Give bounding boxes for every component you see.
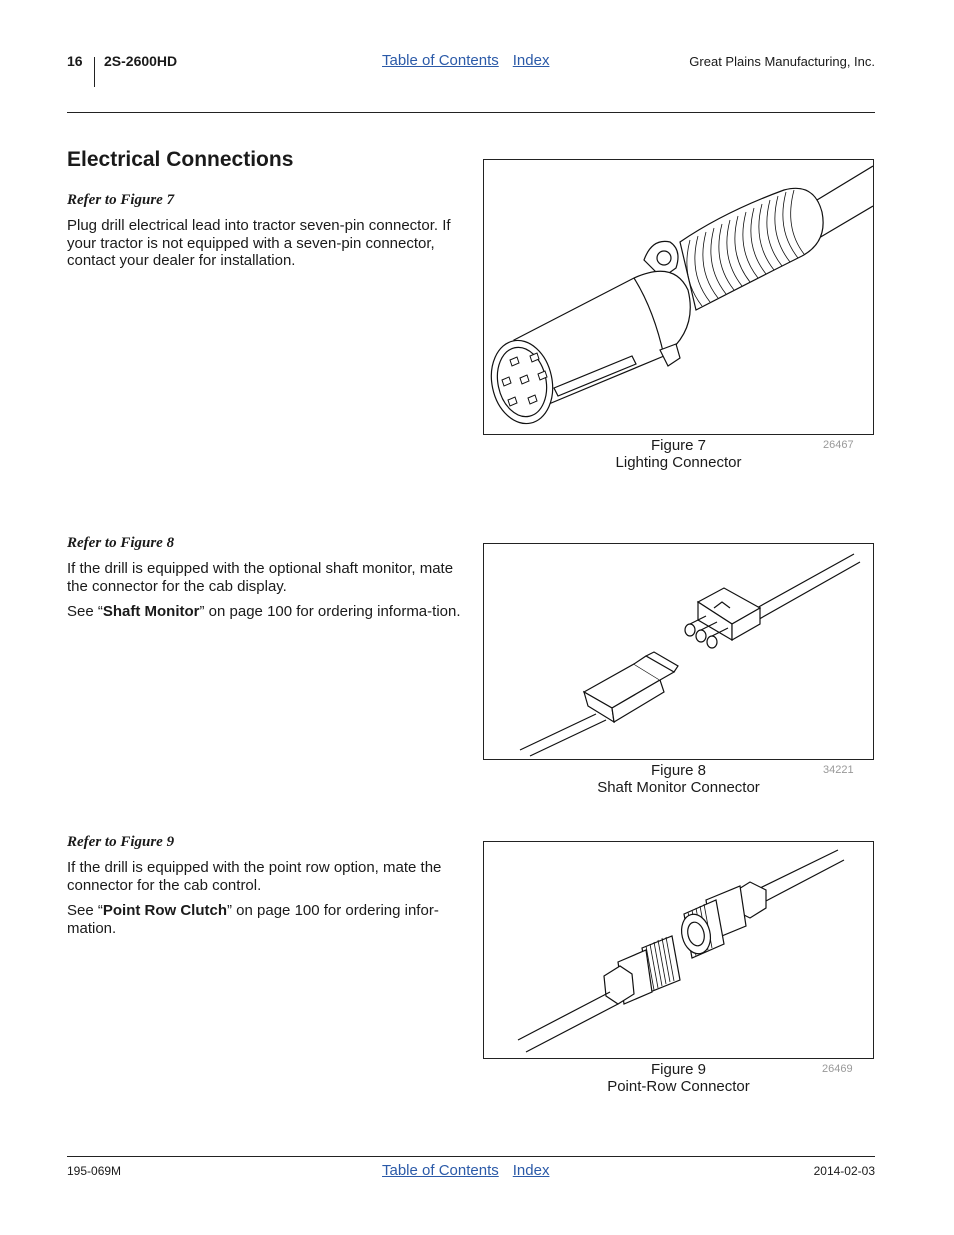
toc-link[interactable]: Table of Contents (382, 1162, 499, 1179)
index-link[interactable]: Index (512, 52, 550, 69)
see-topic: Point Row Clutch (102, 902, 228, 919)
see-reference (67, 603, 462, 621)
figure-7-id: 26467 (823, 439, 854, 451)
refer-figure-9: Refer to Figure 9 (67, 834, 175, 850)
shaft-monitor-connector-illustration (484, 544, 873, 759)
header-nav (382, 52, 549, 70)
refer-figure-7: Refer to Figure 7 (67, 192, 175, 208)
see-suffix: ” on page 100 for ordering informa-tion. (199, 603, 461, 620)
footer-nav (382, 1162, 549, 1180)
text-block-figure-7 (67, 191, 462, 278)
text-block-figure-9 (67, 833, 462, 945)
footer-rule (67, 1156, 875, 1157)
paragraph: If the drill is equipped with the point row option, mate the connector for the cab control. (67, 859, 442, 894)
refer-figure-8: Refer to Figure 8 (67, 535, 175, 551)
figure-7-title: Lighting Connector (615, 454, 742, 471)
document-date: 2014-02-03 (813, 1164, 875, 1178)
figure-7-caption (483, 437, 874, 471)
model-name: 2S-2600HD (104, 53, 178, 69)
see-suffix: ” on page 100 for ordering infor-mation. (67, 902, 439, 937)
company-name: Great Plains Manufacturing, Inc. (689, 54, 875, 69)
see-prefix: See “ (67, 902, 103, 919)
see-prefix: See “ (67, 603, 103, 620)
paragraph: If the drill is equipped with the optional shaft monitor, mate the connector for the cab display. (67, 560, 454, 595)
toc-link[interactable]: Table of Contents (382, 52, 499, 69)
see-topic: Shaft Monitor (102, 603, 200, 620)
figure-8-caption (483, 762, 874, 796)
figure-9-caption (483, 1061, 874, 1095)
figure-8-frame (483, 543, 874, 760)
figure-9-title: Point-Row Connector (607, 1078, 750, 1095)
seven-pin-connector-illustration (484, 160, 873, 434)
figure-9-frame (483, 841, 874, 1059)
header-rule (67, 112, 875, 113)
point-row-connector-illustration (484, 842, 873, 1058)
figure-9-label: Figure 9 (650, 1061, 707, 1078)
figure-8-label: Figure 8 (650, 762, 707, 779)
figure-9-id: 26469 (822, 1063, 853, 1075)
page-number: 16 (67, 53, 83, 69)
figure-8-title: Shaft Monitor Connector (597, 779, 760, 796)
paragraph: Plug drill electrical lead into tractor seven-pin connector. If your tractor is not equipped with a seven-pin connector, contact your dealer for installation. (67, 217, 451, 269)
text-block-figure-8 (67, 534, 462, 629)
figure-7-frame (483, 159, 874, 435)
figure-7-label: Figure 7 (650, 437, 707, 454)
document-number: 195-069M (67, 1164, 122, 1178)
header-separator (94, 57, 95, 87)
figure-8-id: 34221 (823, 764, 854, 776)
index-link[interactable]: Index (512, 1162, 550, 1179)
section-title: Electrical Connections (67, 148, 294, 171)
see-reference (67, 902, 462, 937)
